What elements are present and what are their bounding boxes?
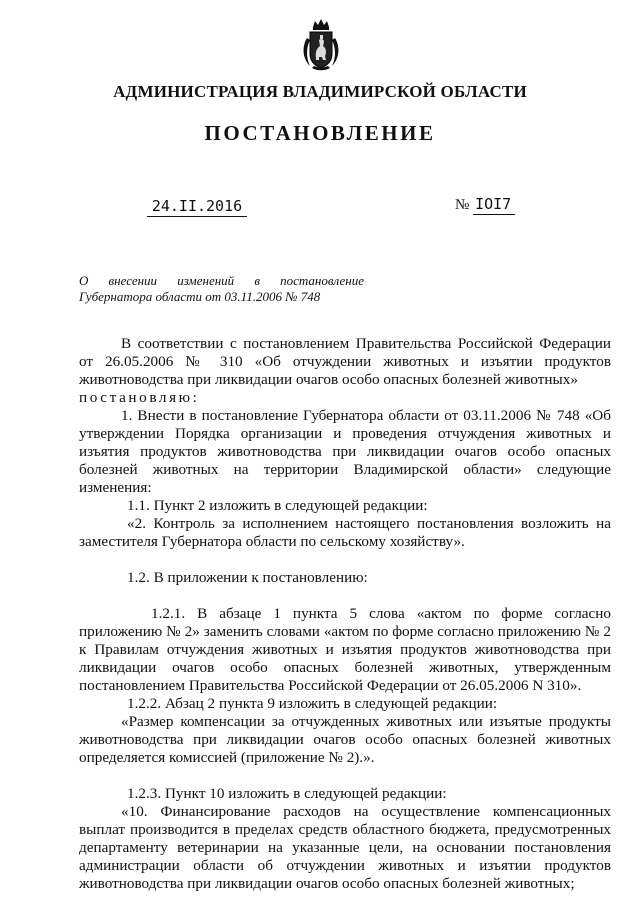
- subject-line-2: Губернатора области от 03.11.2006 № 748: [79, 289, 321, 304]
- paragraph-item-1-2-1: 1.2.1. В абзаце 1 пункта 5 слова «актом по форме согласно приложению № 2» заменить словами «актом по форме согласно приложению № 2 к Правилам отчуждения животных и изъятия продуктов животноводства при ликвидации очагов особо опасных болезней животных, утвержденным постановлением Правительства Российской Федерации от 26.05.2006 N 310».: [79, 605, 611, 694]
- paragraph-item-1-1: 1.1. Пункт 2 изложить в следующей редакции:: [127, 497, 428, 514]
- document-body: [79, 335, 611, 893]
- coat-of-arms-emblem: [298, 18, 344, 72]
- document-number: [455, 195, 515, 215]
- paragraph-quote-2: «2. Контроль за исполнением настоящего постановления возложить на заместителя Губернатора области по сельскому хозяйству».: [79, 515, 611, 550]
- paragraph-preamble: В соответствии с постановлением Правительства Российской Федерации от 26.05.2006 № 310 «Об отчуждении животных и изъятии продуктов животноводства при ликвидации очагов особо опасных болезней животных»: [79, 335, 611, 388]
- document-subject: [79, 273, 364, 305]
- subject-word: изменений: [177, 273, 235, 288]
- number-value: IOI7: [473, 195, 515, 215]
- document-date: 24.II.2016: [147, 197, 247, 217]
- paragraph-item-1-2-2: 1.2.2. Абзац 2 пункта 9 изложить в следующей редакции:: [127, 695, 498, 712]
- paragraph-item-1-2: 1.2. В приложении к постановлению:: [127, 569, 368, 586]
- paragraph-quote-compensation: «Размер компенсации за отчужденных животных или изъятые продукты животноводства при ликвидации очагов особо опасных болезней животных определяется комиссией (приложение № 2).».: [79, 713, 611, 766]
- authority-name: АДМИНИСТРАЦИЯ ВЛАДИМИРСКОЙ ОБЛАСТИ: [113, 82, 527, 101]
- decree-word: постановляю:: [79, 389, 200, 406]
- paragraph-item-1-2-3: 1.2.3. Пункт 10 изложить в следующей редакции:: [127, 785, 447, 802]
- number-label: №: [455, 197, 470, 213]
- subject-word: внесении: [108, 273, 158, 288]
- subject-word: в: [254, 273, 260, 288]
- paragraph-item-1: 1. Внести в постановление Губернатора области от 03.11.2006 № 748 «Об утверждении Порядка организации и проведения отчуждения животных и изъятия продуктов животноводства при ликвидации очагов особо опасных болезней животных на территории Владимирской области» следующие изменения:: [79, 407, 611, 496]
- subject-word: постановление: [280, 273, 364, 288]
- paragraph-quote-10: «10. Финансирование расходов на осуществление компенсационных выплат производится в пределах средств областного бюджета, предусмотренных департаменту ветеринарии на указанные цели, на основании постановления администрации области об отчуждении животных и изъятии продуктов животноводства при ликвидации очагов особо опасных болезней животных;: [79, 803, 611, 892]
- document-type-title: ПОСТАНОВЛЕНИЕ: [204, 121, 436, 145]
- subject-word: О: [79, 273, 89, 288]
